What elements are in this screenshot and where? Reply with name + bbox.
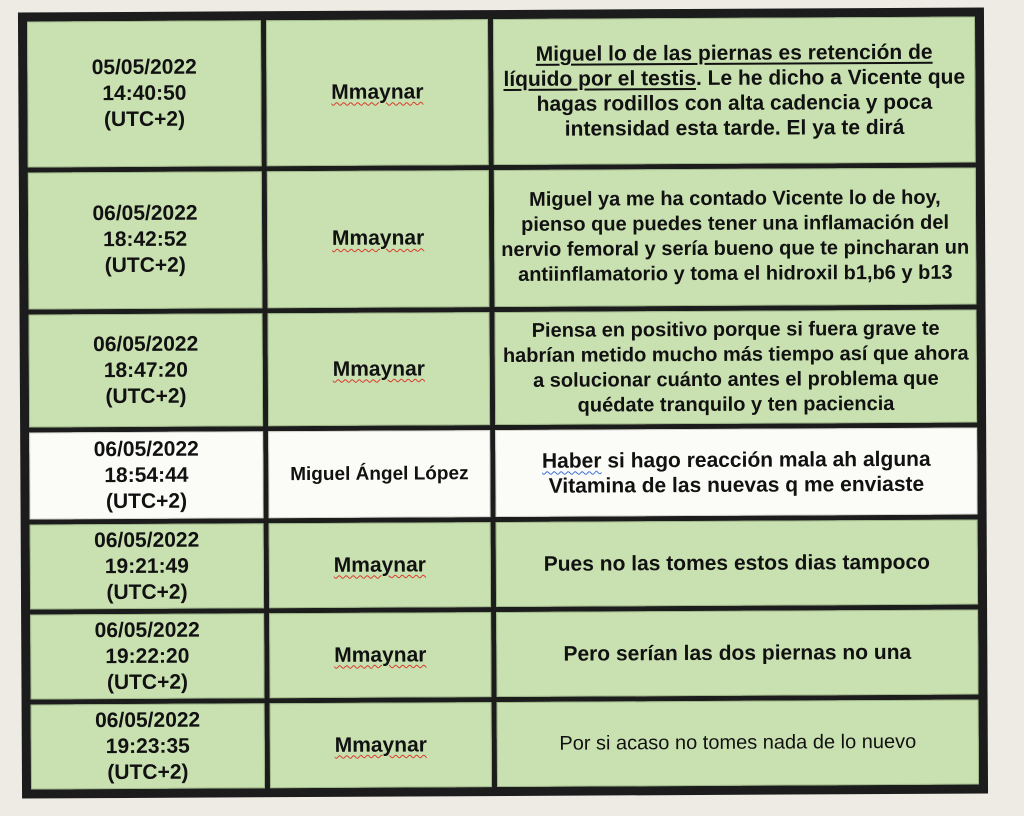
author-cell [270,702,492,788]
date-cell [31,703,265,789]
message-text: Por si acaso no tomes nada de lo nuevo [559,730,917,755]
date-cell [28,171,263,310]
message-text: Miguel ya me ha contado Vicente lo de hoy, pienso que puedes tener una inflamación del nervio femoral y sería bueno que te pincharan un antiinflamatorio y toma el hidroxil b1,b6 y b13 [501,187,970,287]
message-cell [493,17,976,165]
time-text: 14:40:50 [102,81,187,105]
date-cell [27,20,262,167]
author-cell [269,522,491,608]
time-text: 18:47:20 [103,358,188,382]
table-row [30,610,978,700]
table-row [31,700,979,790]
message-text: . Le he dicho a Vicente que hagas rodillos con alta cadencia y poca intensidad esta tarde. El ya te dirá [536,65,966,141]
table-row [29,310,978,428]
timezone-text: (UTC+2) [107,760,189,784]
message-cell [495,428,977,517]
time-text: 19:23:35 [105,734,190,758]
message-log-sheet [18,7,988,798]
table-row [30,520,978,610]
timezone-text: (UTC+2) [104,253,186,278]
time-text: 18:42:52 [103,227,188,252]
date-text: 06/05/2022 [93,437,199,461]
author-name: Mmaynar [334,732,427,757]
date-cell [29,313,264,427]
message-log-table [22,11,984,794]
message-text: si hago reacción mala ah alguna Vitamina de las nuevas q me enviaste [548,447,931,498]
message-cell [495,310,978,426]
message-underlined-text: Miguel lo de las piernas es retención de líquido por el testis [503,40,933,91]
timezone-text: (UTC+2) [106,580,188,604]
table-row [29,428,977,520]
date-text: 06/05/2022 [92,201,198,226]
message-text: Pero serían las dos piernas no una [563,640,912,666]
date-cell [30,523,264,609]
message-text: Pues no las tomes estos dias tampoco [543,550,931,576]
author-name: Mmaynar [332,357,425,381]
author-name: Mmaynar [331,80,424,104]
author-cell [268,430,490,518]
time-text: 19:21:49 [104,554,189,578]
date-cell [29,432,263,520]
date-text: 06/05/2022 [95,708,201,732]
author-name: Mmaynar [331,226,425,251]
author-cell [266,19,489,166]
date-text: 05/05/2022 [91,55,197,79]
timezone-text: (UTC+2) [105,489,188,513]
author-cell [267,170,490,309]
date-text: 06/05/2022 [94,618,200,642]
table-row [28,167,977,309]
timezone-text: (UTC+2) [103,107,186,131]
author-cell [269,612,491,698]
date-cell [30,613,264,699]
message-cell [496,520,978,607]
author-name: Mmaynar [334,642,427,667]
time-text: 19:22:20 [105,644,190,668]
author-name: Mmaynar [333,553,426,577]
table-row [27,17,976,168]
message-cell [496,610,978,697]
message-cell [494,167,977,307]
author-name: Miguel Ángel López [290,463,469,486]
message-cell [497,700,979,788]
date-text: 06/05/2022 [93,332,199,356]
timezone-text: (UTC+2) [106,670,189,694]
message-text: Piensa en positivo porque si fuera grave te habrían metido mucho más tiempo así que ahora a solucionar cuánto antes el problema que quédate tranquilo y ten paciencia [502,317,969,417]
message-first-word: Haber [541,449,602,473]
time-text: 18:54:44 [104,463,189,487]
date-text: 06/05/2022 [94,528,200,552]
author-cell [268,312,491,426]
timezone-text: (UTC+2) [105,384,187,408]
